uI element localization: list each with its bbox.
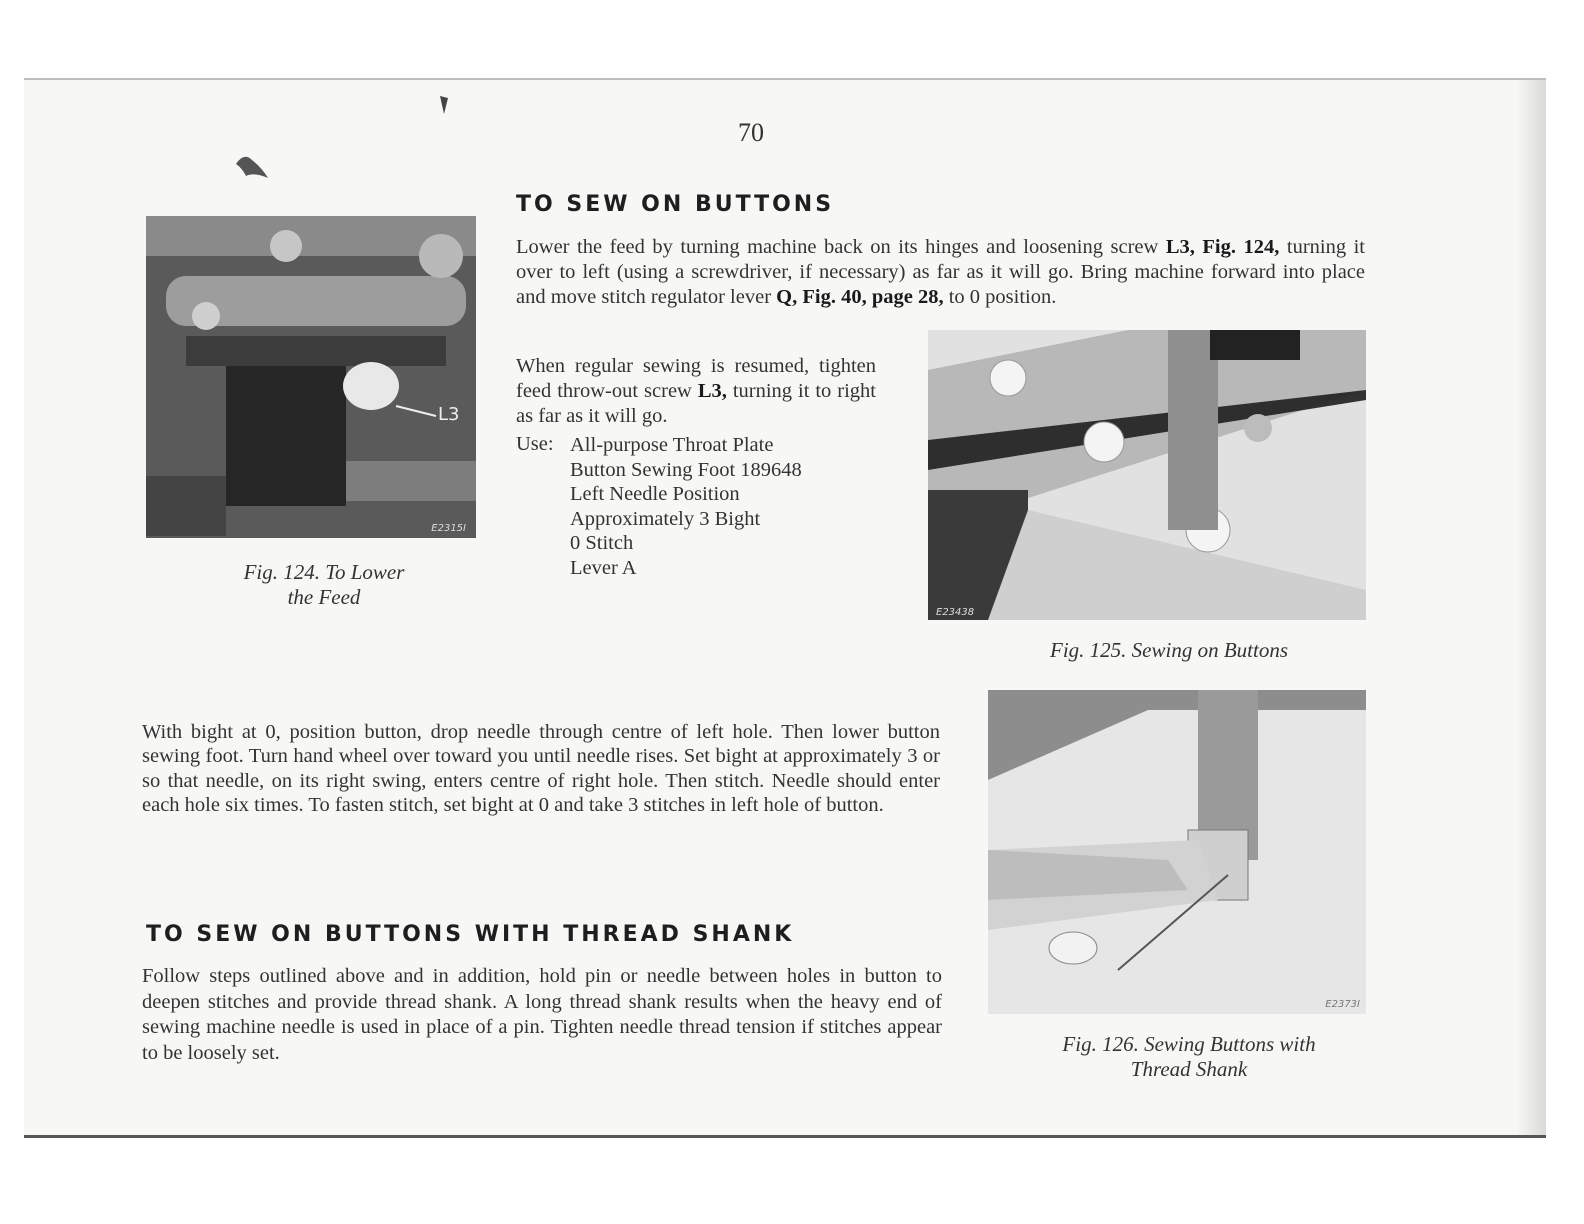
ink-mark — [232, 148, 272, 184]
fig126-caption-line1: Fig. 126. Sewing Buttons with — [1062, 1032, 1316, 1056]
fig126-caption — [1009, 1032, 1369, 1082]
fig124-photo — [146, 216, 476, 538]
page-edge-shadow — [1516, 80, 1546, 1135]
use-label: Use: — [516, 433, 554, 455]
fig126-photo — [988, 690, 1366, 1014]
manual-page — [24, 78, 1546, 1138]
section-heading-thread-shank: TO SEW ON BUTTONS WITH THREAD SHANK — [146, 922, 795, 947]
use-list — [570, 433, 900, 580]
fig124-caption-line1: Fig. 124. To Lower — [243, 560, 405, 584]
fig125-caption: Fig. 125. Sewing on Buttons — [1050, 638, 1288, 662]
fig124-label: L3 — [438, 404, 460, 425]
thread-shank-paragraph: Follow steps outlined above and in addition, hold pin or needle between holes in button to deepen stitches and provide thread shank. A long thread shank results when the heavy end of sewing machine needle is used in place of a pin. Tighten needle thread tension if stitches appear to be loosely set. — [142, 965, 942, 1064]
fig124-code: E2315I — [431, 523, 466, 534]
use-list-item: Approximately 3 Bight — [570, 507, 761, 530]
use-list-item: Left Needle Position — [570, 483, 740, 505]
fig125-photo — [928, 330, 1366, 620]
use-list-item: 0 Stitch — [570, 532, 634, 554]
resume-paragraph: When regular sewing is resumed, tighten feed throw-out screw L3, turning it to right as far as it will go. — [516, 355, 876, 427]
fig126-code: E2373I — [1325, 999, 1360, 1010]
section-heading-buttons: TO SEW ON BUTTONS — [516, 192, 835, 217]
intro-paragraph: Lower the feed by turning machine back on its hinges and loosening screw L3, Fig. 124, turning it over to left (using a screwdriver, if necessary) as far as it will go. Bring machine forward into place and move stitch regulator lever Q, Fig. 40, page 28, to 0 position. — [516, 236, 1365, 308]
use-list-item: Lever A — [570, 556, 637, 579]
ink-mark — [434, 92, 454, 118]
fig125-code: E23438 — [936, 607, 975, 618]
use-list-item: All-purpose Throat Plate — [570, 434, 774, 456]
page-number: 70 — [738, 118, 764, 147]
fig124-caption — [174, 560, 474, 610]
use-list-item: Button Sewing Foot 189648 — [570, 458, 802, 481]
procedure-paragraph: With bight at 0, position button, drop needle through centre of left hole. Then lower button sewing foot. Turn hand wheel over toward you until needle rises. Set bight at approximately 3 or so that needle, on its right swing, enters centre of right hole. Then stitch. Needle should enter each hole six times. To fasten stitch, set bight at 0 and take 3 stitches in left hole of button. — [142, 721, 940, 817]
fig124-caption-line2: the Feed — [287, 585, 361, 609]
fig126-caption-line2: Thread Shank — [1130, 1057, 1248, 1081]
